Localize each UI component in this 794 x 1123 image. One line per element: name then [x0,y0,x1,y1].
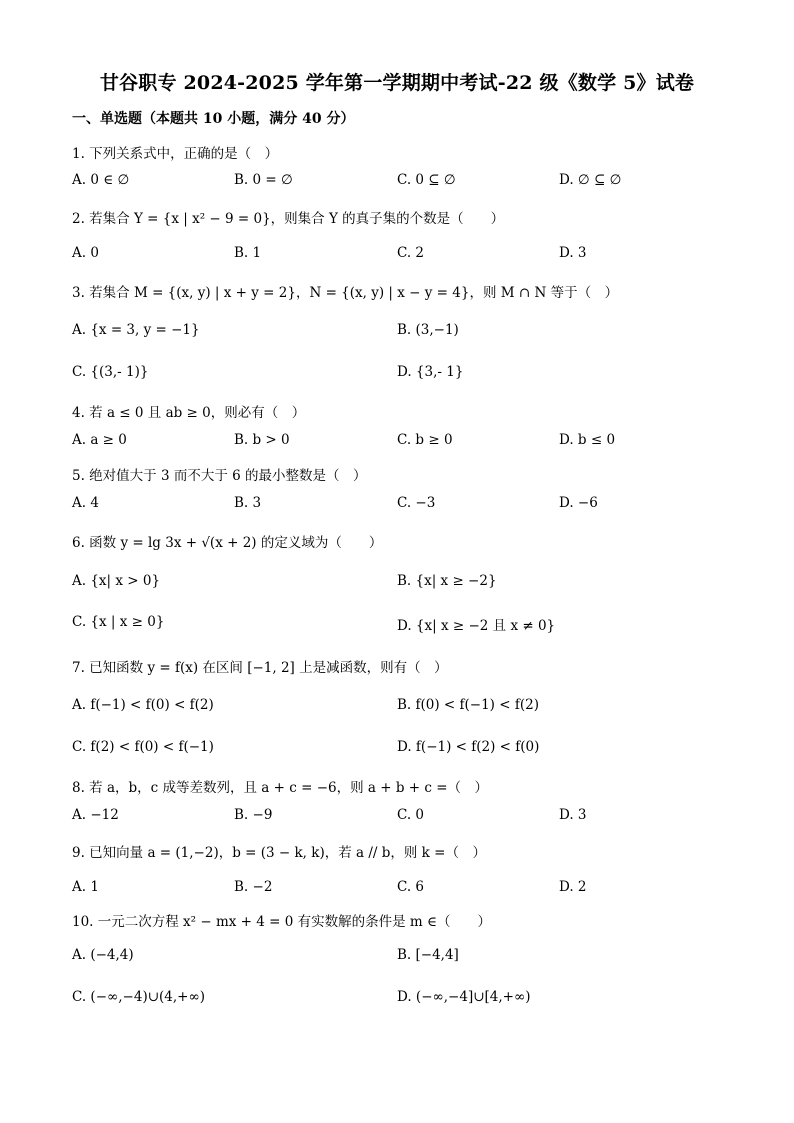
question-3-option-c: C. {(3,- 1)} [72,364,149,380]
question-4-stem: 4. 若 a ≤ 0 且 ab ≥ 0，则必有（ ） [72,405,306,421]
question-7-option-a: A. f(−1) < f(0) < f(2) [72,697,214,713]
question-8-option-d: D. 3 [559,807,587,823]
question-8-stem: 8. 若 a，b，c 成等差数列，且 a + c = −6，则 a + b + c =（ ） [72,780,489,796]
exam-title: 甘谷职专 2024-2025 学年第一学期期中考试-22 级《数学 5》试卷 [99,72,695,94]
question-6-option-c: C. {x | x ≥ 0} [72,614,165,630]
question-8-option-c: C. 0 [397,807,425,823]
question-8-option-a: A. −12 [72,807,119,823]
question-4-option-d: D. b ≤ 0 [559,432,616,448]
question-8-option-b: B. −9 [234,807,273,823]
question-2-option-d: D. 3 [559,245,587,261]
question-7-option-b: B. f(0) < f(−1) < f(2) [397,697,539,713]
question-10-option-d: D. (−∞,−4]∪[4,+∞) [397,989,531,1005]
question-6-option-b: B. {x| x ≥ −2} [397,573,497,589]
section-heading: 一、单选题（本题共 10 小题，满分 40 分） [72,111,355,127]
question-10-option-c: C. (−∞,−4)∪(4,+∞) [72,989,205,1005]
question-10-option-b: B. [−4,4] [397,947,459,963]
question-9-option-d: D. 2 [559,879,587,895]
question-4-option-a: A. a ≥ 0 [72,432,127,448]
question-2-option-b: B. 1 [234,245,262,261]
question-5-option-b: B. 3 [234,495,262,511]
question-1-option-a: A. 0 ∈ ∅ [72,172,130,188]
question-3-option-d: D. {3,- 1} [397,364,464,380]
question-10-stem: 10. 一元二次方程 x² − mx + 4 = 0 有实数解的条件是 m ∈（ ） [72,914,492,930]
question-2-option-a: A. 0 [72,245,99,261]
question-1-stem: 1. 下列关系式中，正确的是（ ） [72,146,279,162]
question-4-option-b: B. b > 0 [234,432,290,448]
question-2-option-c: C. 2 [397,245,425,261]
question-9-option-b: B. −2 [234,879,273,895]
question-7-stem: 7. 已知函数 y = f(x) 在区间 [−1, 2] 上是减函数，则有（ ） [72,660,448,676]
question-7-option-d: D. f(−1) < f(2) < f(0) [397,739,540,755]
question-1-option-b: B. 0 = ∅ [234,172,293,188]
question-5-option-c: C. −3 [397,495,436,511]
question-9-option-c: C. 6 [397,879,425,895]
question-5-option-a: A. 4 [72,495,99,511]
question-6-option-a: A. {x| x > 0} [72,573,161,589]
question-3-option-b: B. (3,−1) [397,322,459,338]
question-2-stem: 2. 若集合 Y = {x | x² − 9 = 0}，则集合 Y 的真子集的个数是（ ） [72,211,505,227]
question-4-option-c: C. b ≥ 0 [397,432,453,448]
question-5-stem: 5. 绝对值大于 3 而不大于 6 的最小整数是（ ） [72,468,367,484]
question-6-stem: 6. 函数 y = lg 3x + √(x + 2) 的定义域为（ ） [72,535,383,551]
question-3-option-a: A. {x = 3, y = −1} [72,322,200,338]
question-9-option-a: A. 1 [72,879,99,895]
question-3-stem: 3. 若集合 M = {(x, y) | x + y = 2}，N = {(x, y) | x − y = 4}，则 M ∩ N 等于（ ） [72,285,619,301]
question-6-option-d: D. {x| x ≥ −2 且 x ≠ 0} [397,618,556,634]
question-10-option-a: A. (−4,4) [72,947,134,963]
question-7-option-c: C. f(2) < f(0) < f(−1) [72,739,214,755]
question-9-stem: 9. 已知向量 a = (1,−2)，b = (3 − k, k)，若 a // b，则 k =（ ） [72,845,486,861]
question-5-option-d: D. −6 [559,495,598,511]
question-1-option-c: C. 0 ⊆ ∅ [397,172,456,188]
question-1-option-d: D. ∅ ⊆ ∅ [559,172,622,188]
